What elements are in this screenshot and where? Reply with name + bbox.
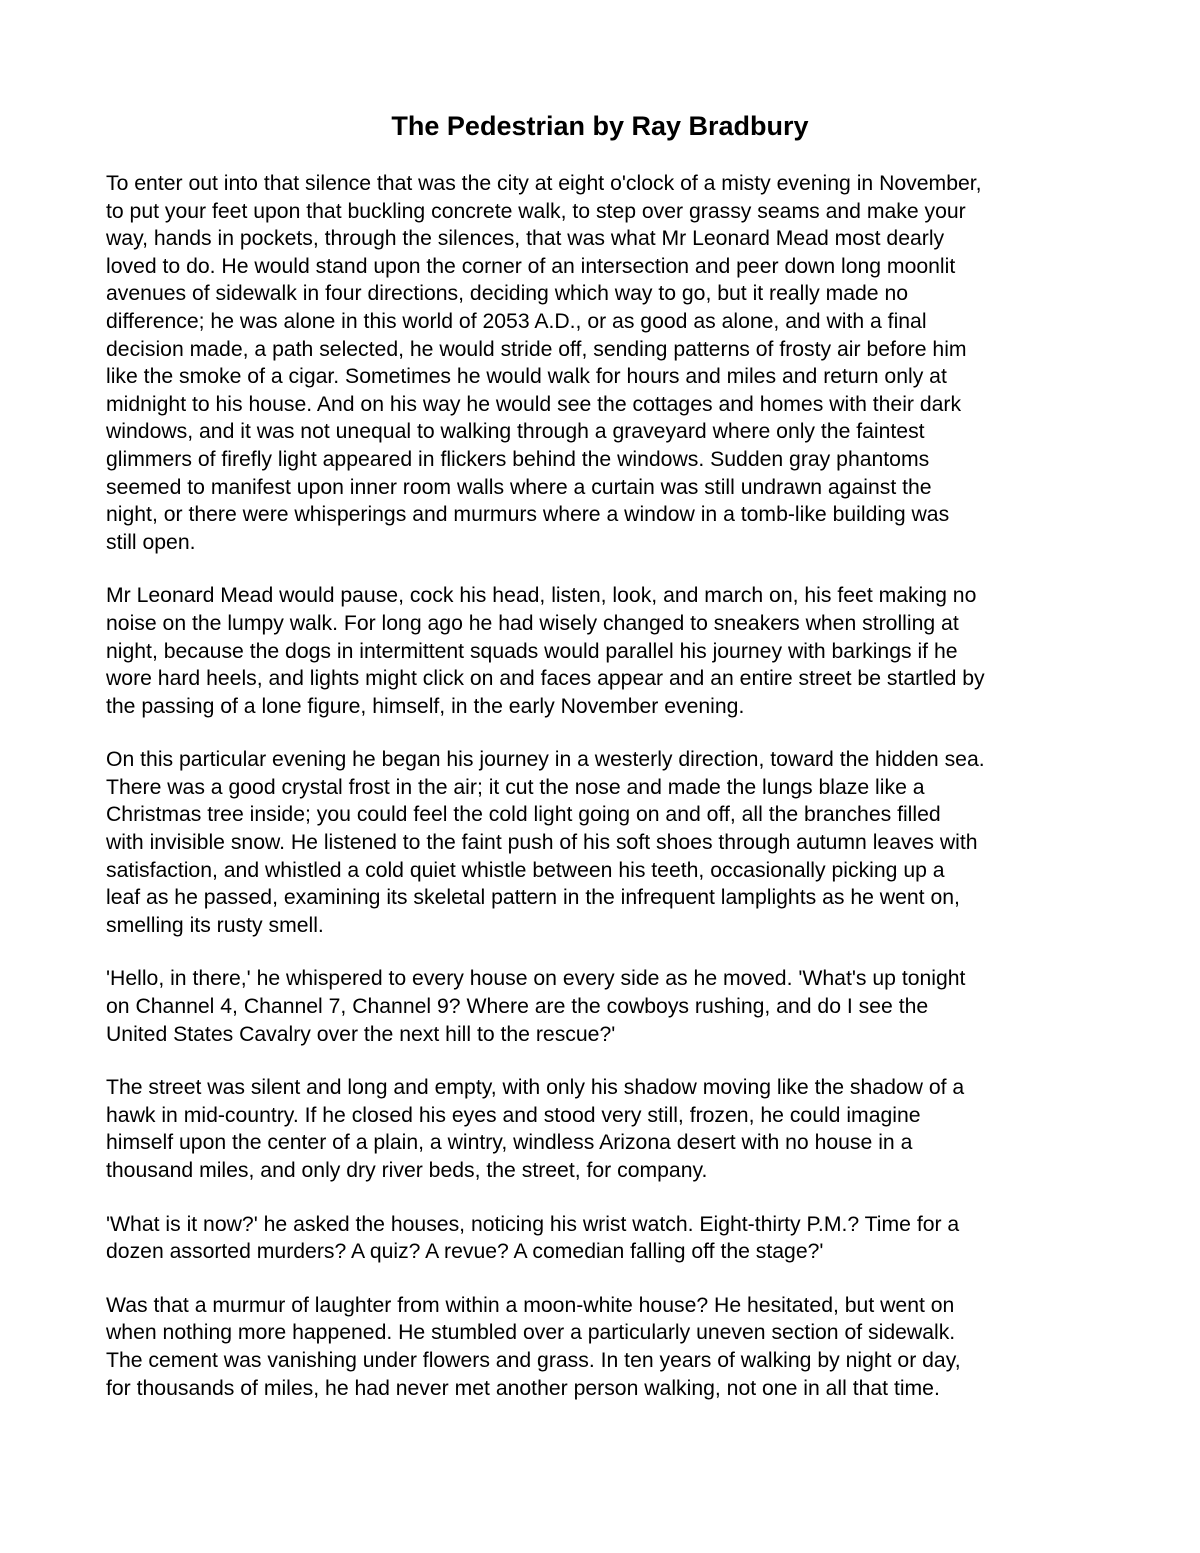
paragraph-2 — [106, 582, 1102, 720]
text-line: night, because the dogs in intermittent squads would parallel his journey with barkings if he — [106, 639, 958, 663]
text-line: noise on the lumpy walk. For long ago he had wisely changed to sneakers when strolling at — [106, 611, 959, 635]
text-line: To enter out into that silence that was the city at eight o'clock of a misty evening in November, — [106, 172, 982, 195]
paragraph-6 — [106, 1211, 1102, 1266]
text-line: with invisible snow. He listened to the faint push of his soft shoes through autumn leaves with — [106, 831, 978, 855]
text-line: glimmers of firefly light appeared in flickers behind the windows. Sudden gray phantoms — [106, 447, 930, 471]
document-title: The Pedestrian by Ray Bradbury — [391, 111, 809, 141]
text-line: on Channel 4, Channel 7, Channel 9? Where are the cowboys rushing, and do I see the — [106, 995, 929, 1019]
text-line: for thousands of miles, he had never met another person walking, not one in all that time. — [106, 1376, 940, 1400]
text-line: leaf as he passed, examining its skeletal pattern in the infrequent lamplights as he went on, — [106, 886, 960, 910]
text-line: On this particular evening he began his journey in a westerly direction, toward the hidden sea. — [106, 748, 985, 772]
text-line: Mr Leonard Mead would pause, cock his head, listen, look, and march on, his feet making no — [106, 584, 977, 608]
text-line: windows, and it was not unequal to walking through a graveyard where only the faintest — [106, 420, 925, 444]
text-line: midnight to his house. And on his way he would see the cottages and homes with their dark — [106, 392, 962, 416]
text-line: like the smoke of a cigar. Sometimes he would walk for hours and miles and return only at — [106, 365, 947, 389]
document-body — [106, 170, 1102, 1428]
text-line: decision made, a path selected, he would stride off, sending patterns of frosty air before him — [106, 337, 967, 361]
text-line: satisfaction, and whistled a cold quiet whistle between his teeth, occasionally picking up a — [106, 858, 945, 882]
text-line: United States Cavalry over the next hill to the rescue?' — [106, 1022, 616, 1046]
text-line: way, hands in pockets, through the silences, that was what Mr Leonard Mead most dearly — [106, 227, 945, 251]
text-line: 'Hello, in there,' he whispered to every house on every side as he moved. 'What's up tonight — [106, 967, 966, 991]
paragraph-4 — [106, 965, 1102, 1048]
text-line: night, or there were whisperings and murmurs where a window in a tomb-like building was — [106, 503, 950, 527]
text-line: himself upon the center of a plain, a wintry, windless Arizona desert with no house in a — [106, 1131, 913, 1155]
text-line: dozen assorted murders? A quiz? A revue? A comedian falling off the stage?' — [106, 1240, 824, 1264]
text-line: smelling its rusty smell. — [106, 913, 324, 937]
text-line: still open. — [106, 530, 196, 554]
text-line: wore hard heels, and lights might click on and faces appear and an entire street be startled by — [106, 667, 985, 691]
paragraph-5 — [106, 1074, 1102, 1184]
text-line: avenues of sidewalk in four directions, deciding which way to go, but it really made no — [106, 282, 909, 306]
text-line: the passing of a lone figure, himself, in the early November evening. — [106, 694, 745, 718]
text-line: to put your feet upon that buckling concrete walk, to step over grassy seams and make your — [106, 199, 966, 223]
paragraph-3 — [106, 746, 1102, 939]
paragraph-7 — [106, 1292, 1102, 1402]
text-line: There was a good crystal frost in the air; it cut the nose and made the lungs blaze like a — [106, 775, 925, 799]
text-line: The cement was vanishing under flowers and grass. In ten years of walking by night or day, — [106, 1348, 961, 1372]
text-line: seemed to manifest upon inner room walls where a curtain was still undrawn against the — [106, 475, 932, 499]
text-line: hawk in mid-country. If he closed his eyes and stood very still, frozen, he could imagine — [106, 1103, 921, 1127]
text-line: loved to do. He would stand upon the corner of an intersection and peer down long moonlit — [106, 254, 956, 278]
text-line: difference; he was alone in this world of 2053 A.D., or as good as alone, and with a final — [106, 309, 927, 333]
text-line: thousand miles, and only dry river beds, the street, for company. — [106, 1159, 708, 1182]
text-line: The street was silent and long and empty, with only his shadow moving like the shadow of a — [106, 1076, 965, 1100]
text-line: when nothing more happened. He stumbled over a particularly uneven section of sidewalk. — [106, 1321, 956, 1345]
text-line: Christmas tree inside; you could feel the cold light going on and off, all the branches filled — [106, 803, 941, 827]
text-line: 'What is it now?' he asked the houses, noticing his wrist watch. Eight-thirty P.M.? Time for a — [106, 1212, 960, 1236]
paragraph-1 — [106, 170, 1102, 556]
text-line: Was that a murmur of laughter from within a moon-white house? He hesitated, but went on — [106, 1293, 955, 1317]
